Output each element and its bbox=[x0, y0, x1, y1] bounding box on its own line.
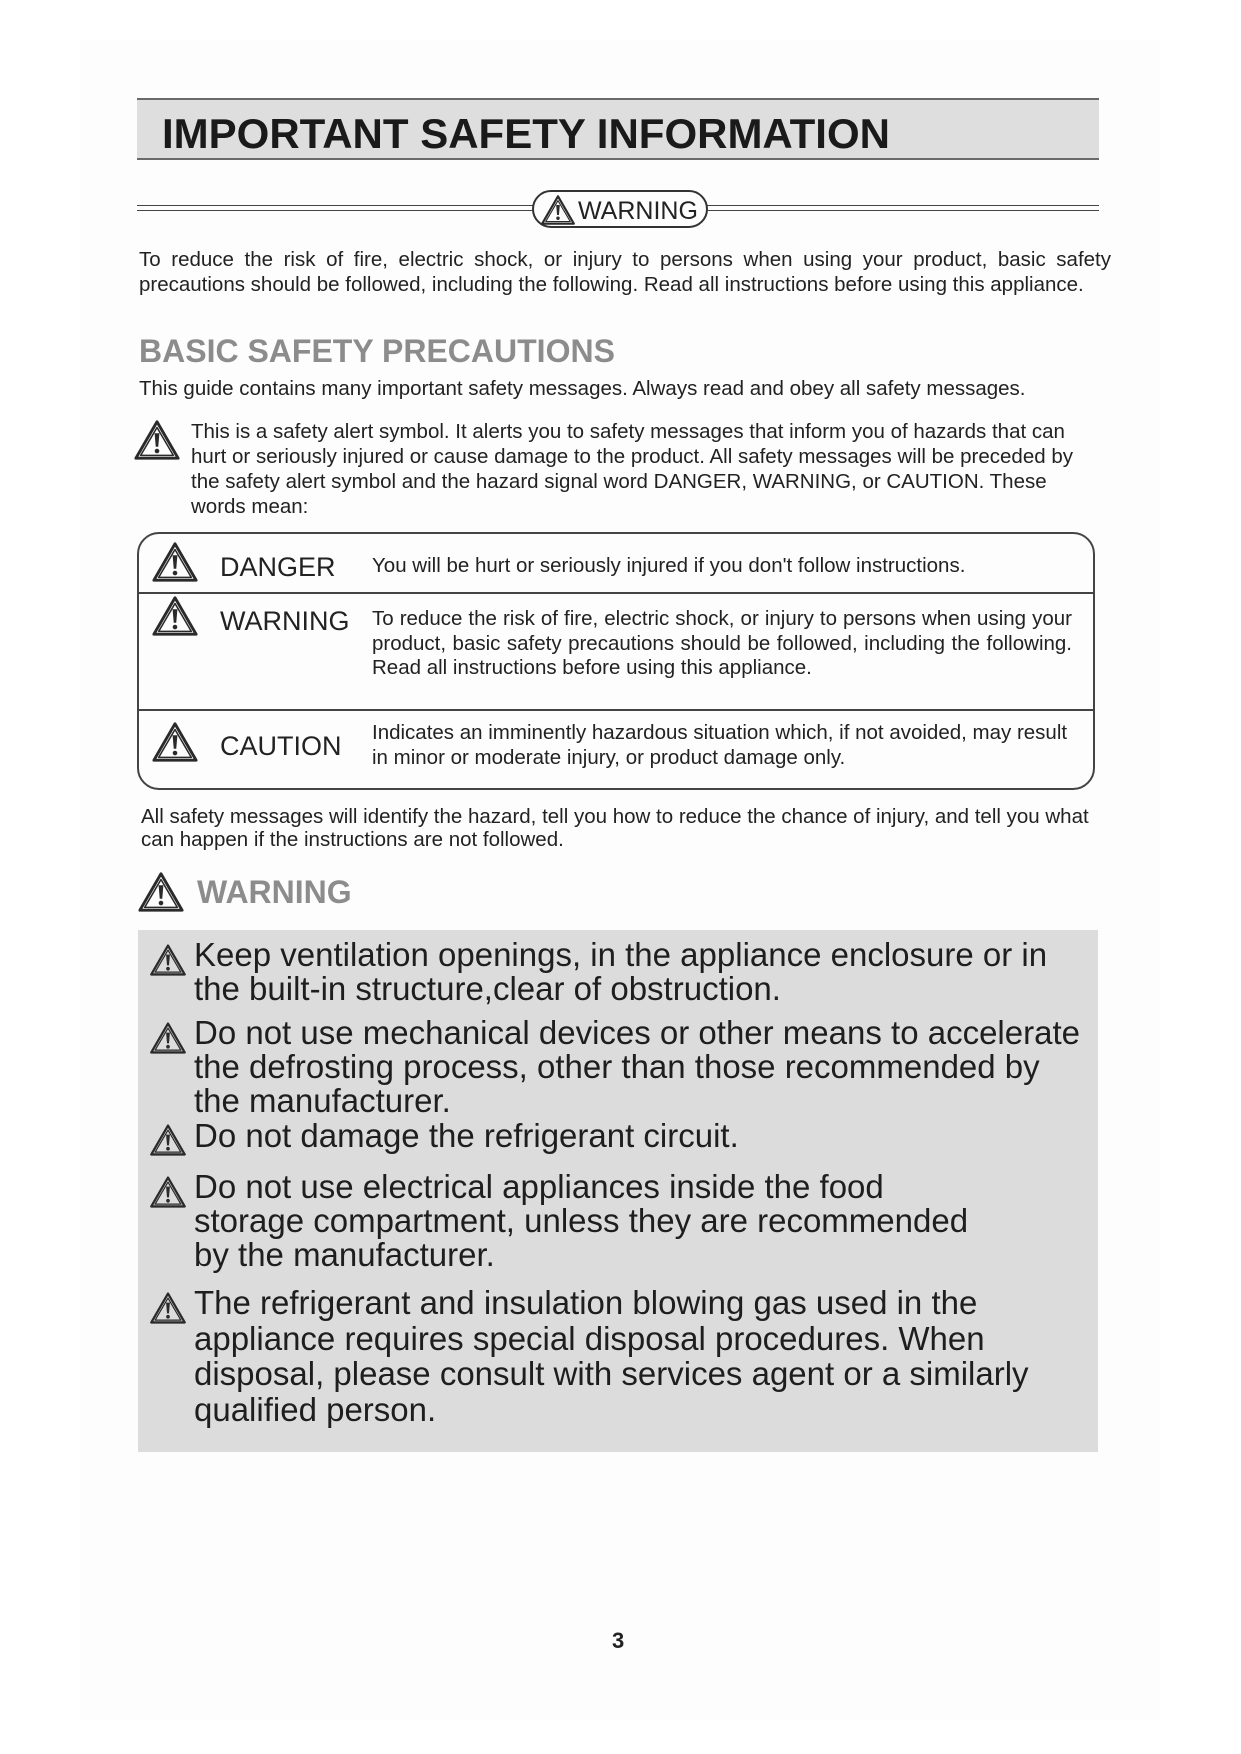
warning-heading-icon bbox=[137, 870, 185, 914]
warning-triangle-icon bbox=[151, 594, 199, 638]
warning-description: To reduce the risk of fire, electric shock, or injury to persons when using your product, basic safety precautions should be followed, including the following. Read all instructions before using this appliance. bbox=[372, 607, 1072, 679]
warning-item-icon bbox=[149, 1122, 187, 1158]
danger-triangle-icon bbox=[151, 540, 199, 584]
warning-list-box bbox=[138, 930, 1098, 1452]
warning-item: Do not use mechanical devices or other means to accelerate the defrosting process, other than those recommended by the manufacturer. bbox=[194, 1014, 1080, 1119]
warning-item-icon bbox=[149, 1290, 187, 1326]
danger-label: DANGER bbox=[220, 552, 336, 582]
table-row-divider bbox=[139, 592, 1093, 594]
guide-text: This guide contains many important safety messages. Always read and obey all safety messages. bbox=[139, 377, 1026, 400]
warning-banner bbox=[532, 190, 708, 228]
divider-right bbox=[706, 205, 1099, 211]
safety-alert-icon bbox=[133, 418, 181, 462]
warning-heading: WARNING bbox=[197, 874, 352, 910]
safety-messages-note: All safety messages will identify the hazard, tell you how to reduce the chance of injury, and tell you what can happen if the instructions are not followed. bbox=[141, 805, 1089, 851]
warning-item: The refrigerant and insulation blowing gas used in the appliance requires special disposal procedures. When disposal, please consult with services agent or a similarly qualified person. bbox=[194, 1284, 1029, 1428]
divider-left bbox=[137, 205, 534, 211]
warning-item-icon bbox=[149, 942, 187, 978]
warning-label: WARNING bbox=[220, 606, 350, 636]
danger-description: You will be hurt or seriously injured if you don't follow instructions. bbox=[372, 554, 966, 577]
basic-safety-heading: BASIC SAFETY PRECAUTIONS bbox=[139, 333, 615, 369]
page-title: IMPORTANT SAFETY INFORMATION bbox=[162, 110, 890, 157]
warning-item: Do not use electrical appliances inside the food storage compartment, unless they are recommended by the manufacturer. bbox=[194, 1168, 969, 1273]
table-row-divider bbox=[139, 709, 1093, 711]
title-banner bbox=[137, 98, 1099, 160]
warning-item-icon bbox=[149, 1020, 187, 1056]
warning-item: Keep ventilation openings, in the appliance enclosure or in the built-in structure,clear of obstruction. bbox=[194, 936, 1048, 1007]
caution-label: CAUTION bbox=[220, 731, 342, 761]
warning-item: Do not damage the refrigerant circuit. bbox=[194, 1117, 739, 1154]
caution-triangle-icon bbox=[151, 720, 199, 764]
page-number: 3 bbox=[612, 1628, 625, 1653]
warning-banner-label: WARNING bbox=[578, 197, 698, 225]
signal-word-table bbox=[137, 532, 1095, 790]
warning-item-icon bbox=[149, 1174, 187, 1210]
alert-symbol-text: This is a safety alert symbol. It alerts you to safety messages that inform you of hazards that can hurt or seriously injured or cause damage to the product. All safety messages will be preceded by the safety alert symbol and the hazard signal word DANGER, WARNING, or CAUTION. These words mean: bbox=[191, 420, 1073, 518]
warning-triangle-icon bbox=[540, 194, 576, 226]
intro-paragraph: To reduce the risk of fire, electric shock, or injury to persons when using your product, basic safety precautions should be followed, including the following. Read all instructions before using this appliance. bbox=[139, 248, 1111, 296]
caution-description: Indicates an imminently hazardous situation which, if not avoided, may result in minor or moderate injury, or product damage only. bbox=[372, 721, 1068, 769]
